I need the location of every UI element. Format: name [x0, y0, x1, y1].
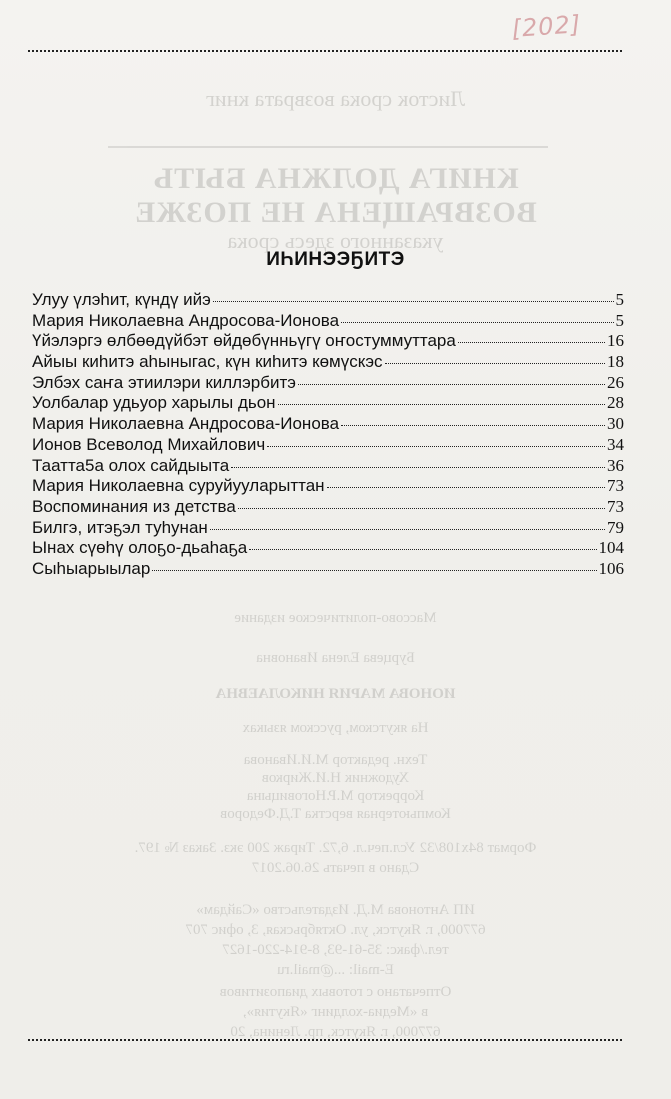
dot-leader: [210, 529, 605, 530]
ghost-line: ВОЗВРАЩЕНА НЕ ПОЗЖЕ: [134, 196, 537, 229]
table-of-contents: [32, 290, 624, 580]
dot-leader: [231, 467, 605, 468]
dot-leader: [213, 301, 614, 302]
toc-entry-title: Таатта5а олох сайдыыта: [32, 455, 230, 475]
toc-entry: [32, 290, 624, 311]
dot-leader: [298, 384, 605, 385]
dot-leader: [341, 322, 613, 323]
dot-leader: [327, 487, 605, 488]
toc-entry-page: 79: [607, 517, 624, 537]
toc-entry-page: 36: [607, 455, 624, 475]
toc-entry-page: 16: [607, 331, 624, 351]
dot-leader: [278, 404, 605, 405]
toc-entry: [32, 476, 624, 497]
toc-entry-page: 104: [598, 538, 624, 558]
ghost-line: Листок срока возврата книг: [205, 86, 466, 111]
toc-entry-page: 34: [607, 434, 624, 454]
toc-entry: [32, 559, 624, 580]
dot-leader: [458, 342, 605, 343]
toc-entry-title: Мария Николаевна Андросова-Ионова: [32, 310, 340, 330]
toc-entry-page: 30: [607, 414, 624, 434]
toc-entry-title: Мария Николаевна Андросова-Ионова: [32, 414, 340, 434]
toc-entry-title: Уолбалар удьуор харылы дьон: [32, 393, 276, 413]
toc-entry-title: Ионов Всеволод Михайлович: [32, 434, 266, 454]
bottom-dotted-rule: [28, 1039, 622, 1041]
toc-entry-page: 5: [615, 290, 624, 309]
ghost-line: Массово-политическое издание: [234, 610, 437, 626]
toc-entry: [32, 456, 624, 477]
dot-leader: [249, 549, 596, 550]
toc-entry: [32, 538, 624, 559]
toc-entry-title: Үйэлэргэ өлбөөдүйбэт өйдөбүнньүгү оҥостуммуттара: [32, 331, 456, 351]
dot-leader: [341, 425, 605, 426]
ghost-line: Техн. редактор М.И.Иванова: [243, 752, 428, 768]
toc-entry-title: Сыһыарыылар: [32, 558, 151, 578]
toc-entry: [32, 393, 624, 414]
dot-leader: [267, 446, 605, 447]
toc-entry: [32, 373, 624, 394]
ghost-line: тел./факс: 35-61-93, 8-914-220-1627: [222, 942, 449, 958]
toc-entry: [32, 518, 624, 539]
toc-entry-title: Элбэх саҥа этиилэри киллэрбитэ: [32, 372, 296, 392]
ghost-line: Сдано в печать 26.06.2017: [251, 860, 420, 876]
toc-entry-title: Мария Николаевна суруйууларыттан: [32, 476, 325, 496]
ghost-line: Формат 84x108/32 Усл.печ.л. 6,72. Тираж 200 экз. Заказ № 197.: [134, 840, 537, 856]
dot-leader: [385, 363, 605, 364]
toc-entry: [32, 414, 624, 435]
toc-entry: [32, 497, 624, 518]
toc-entry: [32, 352, 624, 373]
ghost-line: в «Медиа-холдинг «Якутия»,: [242, 1004, 429, 1020]
toc-title: ИҺИНЭЭҔИТЭ: [266, 249, 405, 270]
dot-leader: [152, 570, 596, 571]
ghost-line: указанного здесь срока: [227, 228, 444, 253]
toc-entry-page: 28: [607, 393, 624, 413]
toc-entry-title: Айыы киһитэ аһыныгас, күн киһитэ көмүскэс: [32, 352, 383, 372]
toc-entry-title: Билгэ, итэҕэл туһунан: [32, 517, 208, 537]
top-dotted-rule: [28, 50, 622, 52]
toc-entry-page: 26: [607, 372, 624, 392]
toc-entry-page: 5: [615, 310, 624, 330]
toc-entry-title: Улуу үлэһит, күндү ийэ: [32, 290, 211, 309]
toc-entry: [32, 311, 624, 332]
ghost-line: 677000, г. Якутск, пр. Ленина, 20: [230, 1024, 441, 1040]
toc-entry-page: 73: [607, 496, 624, 516]
page-number-stamp: [202]: [510, 10, 583, 43]
toc-entry-page: 18: [607, 352, 624, 372]
toc-entry-page: 73: [607, 476, 624, 496]
toc-entry: [32, 331, 624, 352]
ghost-line: ИОНОВА МАРИЯ НИКОЛАЕВНА: [215, 686, 456, 702]
ghost-line: E-mail: ...@mail.ru: [277, 962, 394, 978]
toc-entry-title: Воспоминания из детства: [32, 496, 236, 516]
ghost-line: ИП Антонова М.Д. Издательство «Сайдам»: [196, 902, 475, 918]
ghost-line: Отпечатано с готовых диапозитивов: [219, 984, 452, 1000]
ghost-line: КНИГА ДОЛЖНА БЫТЬ: [152, 162, 519, 195]
ghost-line: Корректор М.Р.Ноговицына: [246, 788, 425, 804]
ghost-line: Бурцева Елена Ивановна: [256, 650, 415, 666]
ghost-line: 677000, г. Якутск, ул. Октябрьская, 3, офис 707: [185, 922, 486, 938]
toc-entry-page: 106: [598, 558, 624, 578]
ghost-line: Компьютерная верстка Т.Д.Федоров: [220, 806, 451, 822]
ghost-line: На якутском, русском языках: [242, 720, 429, 736]
toc-entry: [32, 435, 624, 456]
ghost-line: Художник Н.И.Жирков: [261, 770, 410, 786]
toc-entry-title: Ынах сүөһү олоҕо-дьаһаҕа: [32, 538, 248, 558]
ghost-divider: [108, 146, 548, 148]
dot-leader: [238, 508, 605, 509]
